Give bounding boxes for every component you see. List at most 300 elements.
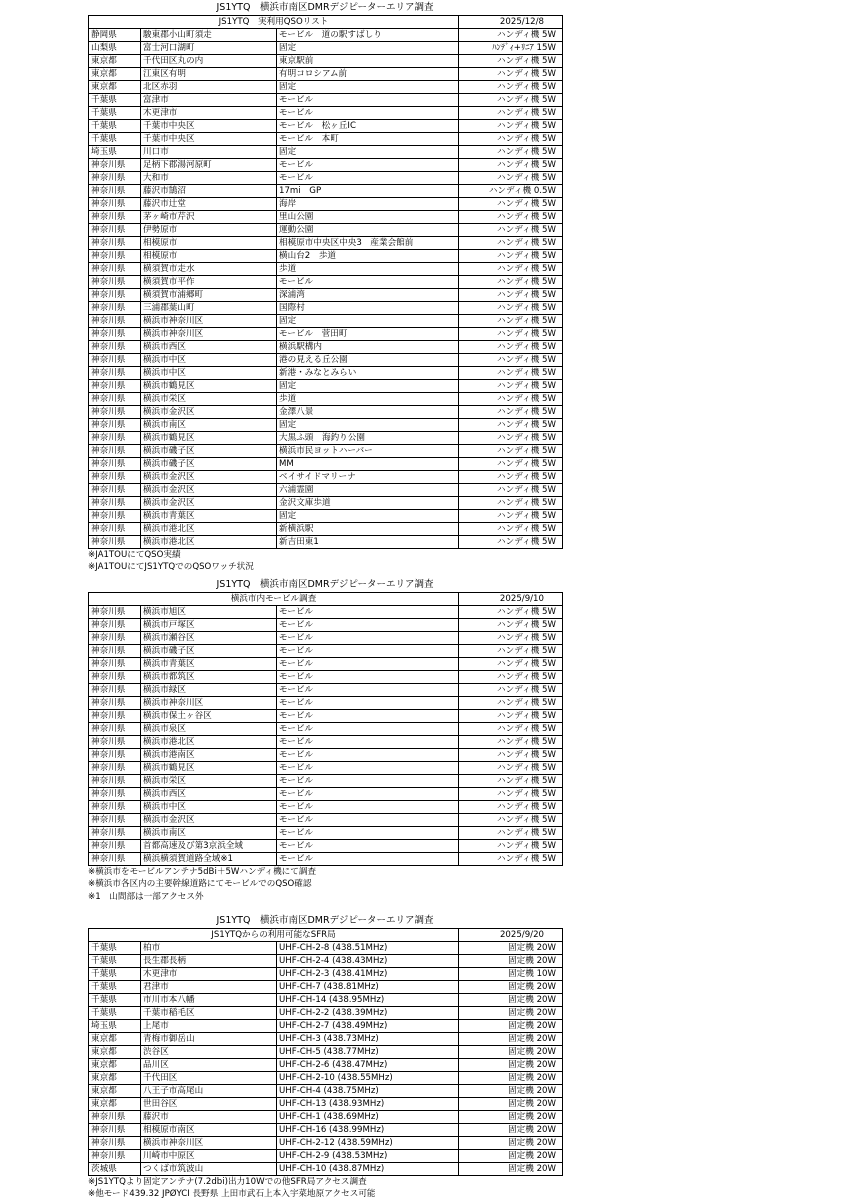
city-cell: 青梅市御岳山 xyxy=(141,1033,277,1046)
table-row xyxy=(89,1059,563,1072)
city-cell: 藤沢市 xyxy=(141,1111,277,1124)
table-row xyxy=(89,942,563,955)
city-cell: 横浜市都筑区 xyxy=(141,671,277,684)
city-cell: 茅ヶ崎市芹沢 xyxy=(141,211,277,224)
location-cell: 固定 xyxy=(277,419,459,432)
city-cell: 横浜市神奈川区 xyxy=(141,315,277,328)
city-cell: 横浜市港南区 xyxy=(141,749,277,762)
location-cell: 有明コロシアム前 xyxy=(277,68,459,81)
prefecture-cell: 神奈川県 xyxy=(89,671,141,684)
prefecture-cell: 神奈川県 xyxy=(89,1137,141,1150)
table-header-row xyxy=(89,593,563,606)
location-cell: 歩道 xyxy=(277,393,459,406)
location-cell: 固定 xyxy=(277,81,459,94)
location-cell: モービル xyxy=(277,159,459,172)
table-row xyxy=(89,840,563,853)
prefecture-cell: 神奈川県 xyxy=(89,840,141,853)
prefecture-cell: 茨城県 xyxy=(89,1163,141,1176)
city-cell: 横須賀市平作 xyxy=(141,276,277,289)
city-cell: 川口市 xyxy=(141,146,277,159)
city-cell: 横浜市旭区 xyxy=(141,606,277,619)
table-row xyxy=(89,788,563,801)
equipment-cell: 固定機 20W xyxy=(459,1072,563,1085)
equipment-cell: ハンディ機 5W xyxy=(459,172,563,185)
location-cell: モービル xyxy=(277,840,459,853)
table-row xyxy=(89,606,563,619)
location-cell: 港の見える丘公園 xyxy=(277,354,459,367)
prefecture-cell: 神奈川県 xyxy=(89,419,141,432)
prefecture-cell: 神奈川県 xyxy=(89,697,141,710)
table-row xyxy=(89,237,563,250)
table-row xyxy=(89,749,563,762)
table-row xyxy=(89,1098,563,1111)
city-cell: 川崎市中原区 xyxy=(141,1150,277,1163)
table-header-date: 2025/12/8 xyxy=(459,16,563,29)
equipment-cell: ハンディ機 5W xyxy=(459,81,563,94)
table-row xyxy=(89,94,563,107)
table-row xyxy=(89,523,563,536)
prefecture-cell: 千葉県 xyxy=(89,107,141,120)
location-cell: 里山公園 xyxy=(277,211,459,224)
equipment-cell: ハンディ機 5W xyxy=(459,788,563,801)
table-row xyxy=(89,29,563,42)
table-row xyxy=(89,994,563,1007)
note-text: ※横浜市各区内の主要幹線道路にてモービルでのQSO確認 xyxy=(88,879,312,890)
prefecture-cell: 神奈川県 xyxy=(89,801,141,814)
city-cell: 横浜市磯子区 xyxy=(141,458,277,471)
location-cell: 金澤八景 xyxy=(277,406,459,419)
city-cell: 横浜市港北区 xyxy=(141,536,277,549)
city-cell: 横浜市神奈川区 xyxy=(141,328,277,341)
prefecture-cell: 千葉県 xyxy=(89,120,141,133)
location-cell: 相模原市中央区中央3 産業会館前 xyxy=(277,237,459,250)
prefecture-cell: 神奈川県 xyxy=(89,632,141,645)
notes xyxy=(88,549,562,574)
table-row xyxy=(89,328,563,341)
equipment-cell: 固定機 10W xyxy=(459,968,563,981)
equipment-cell: 固定機 20W xyxy=(459,1124,563,1137)
table-row xyxy=(89,68,563,81)
equipment-cell: ハンディ機 5W xyxy=(459,94,563,107)
table-header-date: 2025/9/10 xyxy=(459,593,563,606)
location-cell: モービル xyxy=(277,697,459,710)
table-row xyxy=(89,185,563,198)
table-row xyxy=(89,42,563,55)
location-cell: 横浜市民ヨットハーバー xyxy=(277,445,459,458)
prefecture-cell: 千葉県 xyxy=(89,981,141,994)
location-cell: モービル xyxy=(277,814,459,827)
location-cell: 国際村 xyxy=(277,302,459,315)
location-cell: UHF-CH-4 (438.75MHz) xyxy=(277,1085,459,1098)
prefecture-cell: 神奈川県 xyxy=(89,484,141,497)
table-row xyxy=(89,801,563,814)
equipment-cell: ハンディ機 5W xyxy=(459,354,563,367)
equipment-cell: ハンディ機 5W xyxy=(459,29,563,42)
location-cell: モービル xyxy=(277,749,459,762)
equipment-cell: ハンディ機 5W xyxy=(459,393,563,406)
table-row xyxy=(89,367,563,380)
prefecture-cell: 神奈川県 xyxy=(89,354,141,367)
table-row xyxy=(89,341,563,354)
city-cell: 横浜市磯子区 xyxy=(141,645,277,658)
prefecture-cell: 東京都 xyxy=(89,1033,141,1046)
prefecture-cell: 神奈川県 xyxy=(89,276,141,289)
equipment-cell: ハンディ機 5W xyxy=(459,289,563,302)
city-cell: 長生郡長柄 xyxy=(141,955,277,968)
mobile-survey-table xyxy=(88,592,563,866)
prefecture-cell: 神奈川県 xyxy=(89,315,141,328)
table-row xyxy=(89,302,563,315)
equipment-cell: 固定機 20W xyxy=(459,994,563,1007)
city-cell: 横浜市西区 xyxy=(141,788,277,801)
location-cell: 固定 xyxy=(277,146,459,159)
prefecture-cell: 神奈川県 xyxy=(89,775,141,788)
prefecture-cell: 神奈川県 xyxy=(89,302,141,315)
city-cell: 横浜市緑区 xyxy=(141,684,277,697)
table-row xyxy=(89,684,563,697)
table-row xyxy=(89,671,563,684)
equipment-cell: 固定機 20W xyxy=(459,1059,563,1072)
location-cell: モービル 道の駅すばしり xyxy=(277,29,459,42)
qso-list-table xyxy=(88,15,563,549)
table-row xyxy=(89,146,563,159)
location-cell: UHF-CH-16 (438.99MHz) xyxy=(277,1124,459,1137)
equipment-cell: ハンディ機 5W xyxy=(459,419,563,432)
location-cell: UHF-CH-2-4 (438.43MHz) xyxy=(277,955,459,968)
section-title: JS1YTQ 横浜市南区DMRデジピーターエリア調査 xyxy=(216,915,434,926)
city-cell: 横浜横須賀道路全域※1 xyxy=(141,853,277,866)
city-cell: 横浜市青葉区 xyxy=(141,510,277,523)
equipment-cell: ハンディ機 5W xyxy=(459,211,563,224)
equipment-cell: ハンディ機 5W xyxy=(459,619,563,632)
location-cell: モービル xyxy=(277,645,459,658)
location-cell: 新港・みなとみらい xyxy=(277,367,459,380)
table-row xyxy=(89,120,563,133)
equipment-cell: ハンディ機 5W xyxy=(459,749,563,762)
equipment-cell: 固定機 20W xyxy=(459,955,563,968)
equipment-cell: 固定機 20W xyxy=(459,1098,563,1111)
location-cell: 固定 xyxy=(277,380,459,393)
equipment-cell: ハンディ機 5W xyxy=(459,853,563,866)
city-cell: 足柄下郡湯河原町 xyxy=(141,159,277,172)
table-row xyxy=(89,1163,563,1176)
equipment-cell: ハンディ機 5W xyxy=(459,224,563,237)
city-cell: 首都高速及び第3京浜全域 xyxy=(141,840,277,853)
location-cell: 六浦霊園 xyxy=(277,484,459,497)
city-cell: 富津市 xyxy=(141,94,277,107)
table-row xyxy=(89,81,563,94)
prefecture-cell: 神奈川県 xyxy=(89,827,141,840)
city-cell: 富士河口湖町 xyxy=(141,42,277,55)
prefecture-cell: 神奈川県 xyxy=(89,289,141,302)
prefecture-cell: 神奈川県 xyxy=(89,1150,141,1163)
equipment-cell: ハンディ機 5W xyxy=(459,406,563,419)
equipment-cell: ハンディ機 5W xyxy=(459,133,563,146)
equipment-cell: ハンディ機 5W xyxy=(459,146,563,159)
prefecture-cell: 神奈川県 xyxy=(89,1124,141,1137)
table-row xyxy=(89,1020,563,1033)
location-cell: モービル xyxy=(277,788,459,801)
city-cell: 横浜市中区 xyxy=(141,367,277,380)
city-cell: 品川区 xyxy=(141,1059,277,1072)
prefecture-cell: 神奈川県 xyxy=(89,736,141,749)
table-row xyxy=(89,406,563,419)
sfr-station-section xyxy=(88,913,562,1201)
equipment-cell: ハンディ機 5W xyxy=(459,341,563,354)
location-cell: UHF-CH-13 (438.93MHz) xyxy=(277,1098,459,1111)
table-row xyxy=(89,276,563,289)
table-row xyxy=(89,393,563,406)
table-header-row xyxy=(89,929,563,942)
table-row xyxy=(89,775,563,788)
equipment-cell: ハンディ機 5W xyxy=(459,445,563,458)
table-row xyxy=(89,198,563,211)
location-cell: モービル xyxy=(277,801,459,814)
prefecture-cell: 神奈川県 xyxy=(89,606,141,619)
city-cell: 横浜市金沢区 xyxy=(141,484,277,497)
equipment-cell: 固定機 20W xyxy=(459,1085,563,1098)
equipment-cell: ハンディ機 5W xyxy=(459,510,563,523)
prefecture-cell: 神奈川県 xyxy=(89,723,141,736)
city-cell: 千葉市中央区 xyxy=(141,133,277,146)
city-cell: 横浜市金沢区 xyxy=(141,406,277,419)
equipment-cell: 固定機 20W xyxy=(459,1046,563,1059)
prefecture-cell: 千葉県 xyxy=(89,1007,141,1020)
mobile-survey-section xyxy=(88,577,562,903)
city-cell: 千葉市中央区 xyxy=(141,120,277,133)
equipment-cell: ハンディ機 5W xyxy=(459,801,563,814)
equipment-cell: ハンディ機 5W xyxy=(459,523,563,536)
city-cell: 千葉市稲毛区 xyxy=(141,1007,277,1020)
table-row xyxy=(89,250,563,263)
city-cell: 相模原市 xyxy=(141,237,277,250)
equipment-cell: ハンディ機 5W xyxy=(459,723,563,736)
prefecture-cell: 神奈川県 xyxy=(89,185,141,198)
location-cell: UHF-CH-3 (438.73MHz) xyxy=(277,1033,459,1046)
city-cell: 三浦郡葉山町 xyxy=(141,302,277,315)
prefecture-cell: 埼玉県 xyxy=(89,146,141,159)
location-cell: モービル xyxy=(277,276,459,289)
location-cell: モービル xyxy=(277,684,459,697)
city-cell: つくば市筑波山 xyxy=(141,1163,277,1176)
table-row xyxy=(89,107,563,120)
prefecture-cell: 神奈川県 xyxy=(89,510,141,523)
equipment-cell: 固定機 20W xyxy=(459,1150,563,1163)
equipment-cell: ハンディ機 5W xyxy=(459,827,563,840)
prefecture-cell: 神奈川県 xyxy=(89,250,141,263)
location-cell: モービル xyxy=(277,775,459,788)
equipment-cell: ハンディ機 5W xyxy=(459,302,563,315)
prefecture-cell: 神奈川県 xyxy=(89,367,141,380)
prefecture-cell: 神奈川県 xyxy=(89,159,141,172)
table-row xyxy=(89,289,563,302)
prefecture-cell: 千葉県 xyxy=(89,994,141,1007)
sfr-station-table xyxy=(88,928,563,1176)
equipment-cell: ハンディ機 5W xyxy=(459,536,563,549)
prefecture-cell: 東京都 xyxy=(89,1098,141,1111)
table-row xyxy=(89,471,563,484)
equipment-cell: 固定機 20W xyxy=(459,1111,563,1124)
table-header-label: JS1YTQからの利用可能なSFR局 xyxy=(89,929,459,942)
prefecture-cell: 神奈川県 xyxy=(89,497,141,510)
prefecture-cell: 神奈川県 xyxy=(89,432,141,445)
note-text: ※1 山間部は一部アクセス外 xyxy=(88,891,204,902)
table-row xyxy=(89,432,563,445)
prefecture-cell: 神奈川県 xyxy=(89,684,141,697)
city-cell: 横浜市神奈川区 xyxy=(141,1137,277,1150)
table-row xyxy=(89,1137,563,1150)
equipment-cell: ハンディ機 5W xyxy=(459,697,563,710)
location-cell: UHF-CH-5 (438.77MHz) xyxy=(277,1046,459,1059)
location-cell: モービル xyxy=(277,853,459,866)
prefecture-cell: 神奈川県 xyxy=(89,393,141,406)
equipment-cell: ハンディ機 5W xyxy=(459,276,563,289)
city-cell: 横須賀市浦郷町 xyxy=(141,289,277,302)
city-cell: 横浜市神奈川区 xyxy=(141,697,277,710)
city-cell: 千代田区丸の内 xyxy=(141,55,277,68)
table-row xyxy=(89,710,563,723)
equipment-cell: ハンディ機 5W xyxy=(459,484,563,497)
equipment-cell: ハンディ機 5W xyxy=(459,471,563,484)
table-row xyxy=(89,632,563,645)
city-cell: 千代田区 xyxy=(141,1072,277,1085)
equipment-cell: ハンディ機 5W xyxy=(459,263,563,276)
city-cell: 横浜市鶴見区 xyxy=(141,762,277,775)
city-cell: 横浜市鶴見区 xyxy=(141,380,277,393)
location-cell: UHF-CH-2-12 (438.59MHz) xyxy=(277,1137,459,1150)
table-row xyxy=(89,968,563,981)
equipment-cell: 固定機 20W xyxy=(459,1020,563,1033)
location-cell: UHF-CH-10 (438.87MHz) xyxy=(277,1163,459,1176)
note-text: ※他モード439.32 JPØYCI 長野県 上田市武石上本入宇菜地原アクセス可能 xyxy=(88,1189,376,1200)
city-cell: 横浜市西区 xyxy=(141,341,277,354)
prefecture-cell: 東京都 xyxy=(89,1072,141,1085)
prefecture-cell: 神奈川県 xyxy=(89,749,141,762)
equipment-cell: 固定機 20W xyxy=(459,1007,563,1020)
table-row xyxy=(89,697,563,710)
location-cell: UHF-CH-2-8 (438.51MHz) xyxy=(277,942,459,955)
table-row xyxy=(89,1085,563,1098)
equipment-cell: ハンディ機 5W xyxy=(459,497,563,510)
prefecture-cell: 神奈川県 xyxy=(89,853,141,866)
city-cell: 八王子市高尾山 xyxy=(141,1085,277,1098)
location-cell: 固定 xyxy=(277,510,459,523)
equipment-cell: ハンディ機 5W xyxy=(459,315,563,328)
location-cell: モービル xyxy=(277,658,459,671)
location-cell: 横山台2 歩道 xyxy=(277,250,459,263)
location-cell: UHF-CH-2-3 (438.41MHz) xyxy=(277,968,459,981)
table-row xyxy=(89,133,563,146)
prefecture-cell: 神奈川県 xyxy=(89,380,141,393)
note-text: ※JS1YTQより固定アンテナ(7.2dbi)出力10Wでの他SFR局アクセス調査 xyxy=(88,1177,367,1187)
table-row xyxy=(89,224,563,237)
notes xyxy=(88,866,562,903)
city-cell: 横浜市栄区 xyxy=(141,775,277,788)
city-cell: 北区赤羽 xyxy=(141,81,277,94)
table-row xyxy=(89,814,563,827)
location-cell: 17mi GP xyxy=(277,185,459,198)
prefecture-cell: 千葉県 xyxy=(89,94,141,107)
prefecture-cell: 神奈川県 xyxy=(89,211,141,224)
location-cell: UHF-CH-2-2 (438.39MHz) xyxy=(277,1007,459,1020)
table-header-date: 2025/9/20 xyxy=(459,929,563,942)
city-cell: 相模原市南区 xyxy=(141,1124,277,1137)
prefecture-cell: 東京都 xyxy=(89,1046,141,1059)
location-cell: 固定 xyxy=(277,42,459,55)
table-row xyxy=(89,723,563,736)
table-row xyxy=(89,419,563,432)
section-title: JS1YTQ 横浜市南区DMRデジピーターエリア調査 xyxy=(216,2,434,13)
equipment-cell: ハンディ機 5W xyxy=(459,107,563,120)
table-row xyxy=(89,497,563,510)
table-row xyxy=(89,619,563,632)
equipment-cell: 固定機 20W xyxy=(459,942,563,955)
location-cell: モービル xyxy=(277,736,459,749)
location-cell: モービル xyxy=(277,107,459,120)
table-row xyxy=(89,827,563,840)
location-cell: 海岸 xyxy=(277,198,459,211)
city-cell: 横浜市金沢区 xyxy=(141,471,277,484)
table-row xyxy=(89,159,563,172)
city-cell: 横浜市中区 xyxy=(141,801,277,814)
prefecture-cell: 神奈川県 xyxy=(89,536,141,549)
prefecture-cell: 東京都 xyxy=(89,1085,141,1098)
prefecture-cell: 東京都 xyxy=(89,81,141,94)
equipment-cell: 固定機 20W xyxy=(459,1137,563,1150)
prefecture-cell: 千葉県 xyxy=(89,942,141,955)
equipment-cell: ハンディ機 5W xyxy=(459,684,563,697)
equipment-cell: ハンディ機 5W xyxy=(459,120,563,133)
table-header-label: 横浜市内モービル調査 xyxy=(89,593,459,606)
prefecture-cell: 神奈川県 xyxy=(89,224,141,237)
equipment-cell: ハンディ機 5W xyxy=(459,606,563,619)
city-cell: 横浜市戸塚区 xyxy=(141,619,277,632)
prefecture-cell: 神奈川県 xyxy=(89,762,141,775)
location-cell: UHF-CH-2-9 (438.53MHz) xyxy=(277,1150,459,1163)
table-row xyxy=(89,211,563,224)
prefecture-cell: 東京都 xyxy=(89,68,141,81)
equipment-cell: 固定機 20W xyxy=(459,1163,563,1176)
location-cell: ベイサイドマリーナ xyxy=(277,471,459,484)
equipment-cell: ハンディ機 5W xyxy=(459,159,563,172)
equipment-cell: ハンディ機 5W xyxy=(459,736,563,749)
city-cell: 駿東郡小山町須走 xyxy=(141,29,277,42)
equipment-cell: ハンディ機 5W xyxy=(459,198,563,211)
equipment-cell: ハンディ機 5W xyxy=(459,458,563,471)
equipment-cell: ハンディ機 5W xyxy=(459,55,563,68)
location-cell: MM xyxy=(277,458,459,471)
table-header-label: JS1YTQ 実利用QSOリスト xyxy=(89,16,459,29)
table-row xyxy=(89,762,563,775)
prefecture-cell: 神奈川県 xyxy=(89,645,141,658)
location-cell: モービル xyxy=(277,827,459,840)
prefecture-cell: 千葉県 xyxy=(89,968,141,981)
location-cell: 運動公園 xyxy=(277,224,459,237)
city-cell: 横浜市泉区 xyxy=(141,723,277,736)
city-cell: 横浜市南区 xyxy=(141,827,277,840)
prefecture-cell: 神奈川県 xyxy=(89,458,141,471)
city-cell: 木更津市 xyxy=(141,968,277,981)
location-cell: UHF-CH-2-7 (438.49MHz) xyxy=(277,1020,459,1033)
table-row xyxy=(89,484,563,497)
equipment-cell: ハンディ機 5W xyxy=(459,68,563,81)
equipment-cell: 固定機 20W xyxy=(459,1033,563,1046)
section-title: JS1YTQ 横浜市南区DMRデジピーターエリア調査 xyxy=(216,579,434,590)
table-row xyxy=(89,853,563,866)
table-row xyxy=(89,510,563,523)
location-cell: モービル xyxy=(277,619,459,632)
city-cell: 江東区有明 xyxy=(141,68,277,81)
